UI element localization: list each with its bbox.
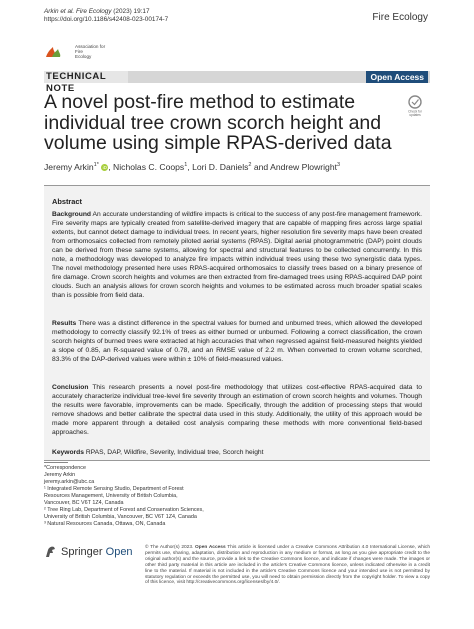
footnote: ² Tree Ring Lab, Department of Forest and Conservation Sciences, University of British Columbia, Vancouver, BC V6T 1Z4, Canada — [44, 507, 204, 520]
journal-name: Fire Ecology — [372, 12, 428, 23]
publisher-name: Springer — [61, 545, 103, 558]
society-logo — [44, 44, 105, 59]
logo-text-line: Association for — [75, 44, 106, 49]
abstract-keywords — [52, 448, 422, 457]
section-text: This research presents a novel post-fire methodology that utilizes cost-effective RPAS-acquired data to accurately characterize individual tree-level fire severity through an estimation of crown scorch heights and volumes. Though the results were favorable, improvements can be made. Specifically, through the addition of processing steps that would remove shadows and better calibrate the spectral data used in this study. Additionally, the utility of this approach would be made more apparent through a detailed cost analysis comparing these methods with more conventional field-based approaches. — [52, 384, 422, 436]
publisher-logo — [44, 545, 133, 558]
orcid-icon[interactable]: iD — [102, 165, 107, 171]
article-title: A novel post-fire method to estimate individual tree crown scorch height and volume using simple RPAS-derived data — [44, 91, 392, 154]
footnote: ¹ Integrated Remote Sensing Studio, Department of Forest Resources Management, University of British Columbia, Vancouver, BC V6T 1Z4, Canada — [44, 486, 184, 506]
citation-journal: Fire Ecology — [75, 8, 112, 15]
license-lead: © The Author(s) 2023. — [145, 545, 194, 550]
section-text: There was a distinct difference in the spectral values for burned and unburned trees, which allowed the developed methodology to correctly classify 92.1% of trees as either burned or unburned. Following a correct classification, the crown scorch heights of burned trees were extracted at high accuracies that when regressed against field-measured heights yielded a slope of 0.85, an R-squared value of 0.78, and an RMSE value of 2.2 m. When converted to crown volume scorched, 83.3% of the DAP-derived values were within ± 10% of field-measured values. — [52, 320, 422, 363]
citation-header — [44, 8, 168, 24]
footnote: *Correspondence — [44, 465, 86, 471]
author-affil: 1* — [93, 162, 99, 169]
author-list: Jeremy Arkin$^{1*}$ iD, Nicholas C. Coops$^1$, Lori D. Daniels$^2$ and Andrew Plowright$^3$ — [44, 162, 341, 172]
author-name[interactable]: Lori D. Daniels — [192, 162, 249, 172]
footnotes — [44, 465, 204, 528]
abstract-conclusion — [52, 383, 422, 437]
springer-horse-icon — [44, 545, 57, 558]
footnote: Jeremy Arkin — [44, 472, 76, 478]
citation-authors: Arkin et al. — [44, 8, 75, 15]
author-affil: 1 — [184, 162, 188, 169]
abstract-background — [52, 210, 422, 300]
license-text — [145, 545, 430, 586]
section-label: Background — [52, 211, 92, 218]
author-affil: 3 — [337, 162, 341, 169]
author-name[interactable]: Andrew Plowright — [270, 162, 337, 172]
section-text: RPAS, DAP, Wildfire, Severity, Individual tree, Scorch height — [85, 449, 264, 456]
check-updates-label: Check for — [408, 109, 422, 114]
section-label: Results — [52, 320, 77, 327]
author-name[interactable]: Nicholas C. Coops — [113, 162, 185, 172]
abstract-heading: Abstract — [52, 197, 82, 206]
open-access-badge: Open Access — [366, 71, 428, 83]
citation-year: (2023) 19:17 — [113, 8, 150, 15]
logo-text-line: Fire — [75, 49, 83, 54]
check-for-updates-icon[interactable] — [404, 94, 426, 118]
publisher-open: Open — [105, 545, 133, 558]
article-type: TECHNICAL NOTE — [44, 71, 128, 83]
author-affil: 2 — [248, 162, 252, 169]
footnote-divider — [44, 462, 68, 463]
doi-link[interactable]: https://doi.org/10.1186/s42408-023-00174-7 — [44, 16, 169, 23]
check-updates-label: updates — [409, 113, 421, 117]
section-label: Conclusion — [52, 384, 89, 391]
footnote-email[interactable]: jeremy.arkin@ubc.ca — [44, 479, 95, 485]
fire-logo-icon — [44, 45, 72, 59]
logo-text-line: Ecology — [75, 54, 92, 59]
license-bold: Open Access — [195, 545, 226, 550]
license-body: This article is licensed under a Creative Commons Attribution 4.0 International License, which permits use, sharing, adaptation, distribution and reproduction in any medium or format, as long as you give appropriate credit to the original author(s) and the source, provide a link to the Creative Commons licence, and indicate if changes were made. The images or other third party material in this article are included in the article's Creative Commons licence, unless indicated otherwise in a credit line to the material. If material is not included in the article's Creative Commons licence and your intended use is not permitted by statutory regulation or exceeds the permitted use, you will need to obtain permission directly from the copyright holder. To view a copy of this licence, visit http://creativecommons.org/licenses/by/4.0/. — [145, 545, 430, 586]
section-label: Keywords — [52, 449, 84, 456]
abstract-results — [52, 319, 422, 364]
footnote: ³ Natural Resources Canada, Ottawa, ON, Canada — [44, 521, 166, 527]
author-name[interactable]: Jeremy Arkin — [44, 162, 94, 172]
section-text: An accurate understanding of wildfire impacts is critical to the success of any post-fire management framework. Fire severity maps are typically created from satellite-derived imagery that are capable of mapping fires across large spatial extents, but cannot detect damage to individual trees. In recent years, higher resolution fire severity maps have been created from orthomosaics collected from remotely piloted aerial systems (RPAS). Digital aerial photogrammetric (DAP) point clouds can be derived from these same systems, allowing for spectral and structural features to be collected concurrently. In this note, a methodology was developed to analyze fire impacts within individual trees using these two synergistic data types. The novel methodology presented here uses RPAS-acquired orthomosaics to classify trees based on a binary presence of fire damage. Crown scorch heights and volumes are then extracted from fire-damaged trees using RPAS-acquired DAP point clouds. Such an analysis allows for crown scorch heights and volumes to be estimated across much broader spatial scales than is possible from field data. — [52, 211, 422, 299]
